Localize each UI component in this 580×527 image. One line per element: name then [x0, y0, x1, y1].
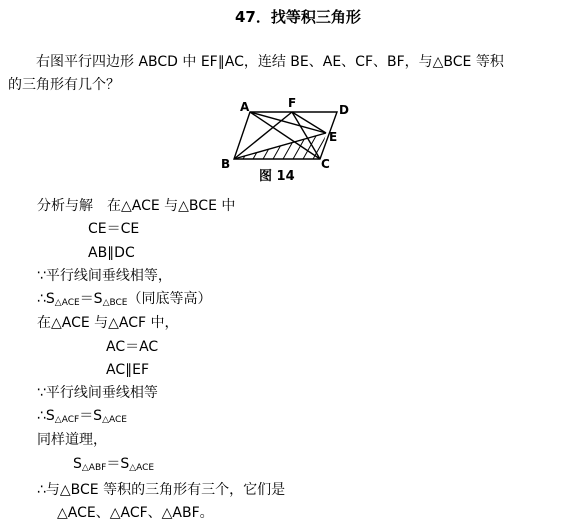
problem-line-1: 右图平行四边形 ABCD 中 EF∥AC，连结 BE、AE、CF、BF，与△BCE 等积	[36, 54, 504, 70]
vertex-label-e: E	[329, 130, 338, 144]
vertex-label-d: D	[339, 103, 349, 117]
solution-line-9: $\therefore S_{\triangle ACF}=S_{\triangle ACE}$	[37, 408, 127, 425]
solution-heading: 分析与解 在△ACE 与△BCE 中	[37, 198, 236, 214]
vertex-label-b: B	[221, 157, 231, 171]
problem-line-2: 的三角形有几个？	[8, 77, 120, 93]
solution-line-1: CE＝CE	[88, 221, 140, 237]
solution-line-3: ∵平行线间垂线相等，	[37, 268, 172, 284]
solution-line-2: AB∥DC	[88, 245, 135, 261]
solution-line-12: ∴与△BCE 等积的三角形有三个，它们是	[37, 482, 286, 498]
solution-line-5: 在△ACE 与△ACF 中，	[37, 315, 179, 331]
solution-line-6: AC＝AC	[106, 339, 159, 355]
solution-line-8: ∵平行线间垂线相等	[37, 385, 158, 401]
solution-line-10: 同样道理，	[37, 432, 107, 448]
vertex-label-a: A	[240, 100, 250, 114]
solution-line-11: $S_{\triangle ABF}=S_{\triangle ACE}$	[73, 456, 155, 473]
vertex-label-c: C	[321, 157, 330, 171]
parallelogram-figure	[220, 96, 360, 172]
figure-caption: 图 14	[259, 169, 295, 184]
solution-line-13: △ACE、△ACF、△ABF。	[57, 505, 214, 521]
solution-line-7: AC∥EF	[106, 362, 150, 378]
vertex-label-f: F	[288, 96, 297, 110]
problem-title: 47．找等积三角形	[235, 8, 361, 26]
solution-line-4: $\therefore S_{\triangle ACE}=S_{\triangle BCE}$（同底等高）	[37, 291, 212, 308]
